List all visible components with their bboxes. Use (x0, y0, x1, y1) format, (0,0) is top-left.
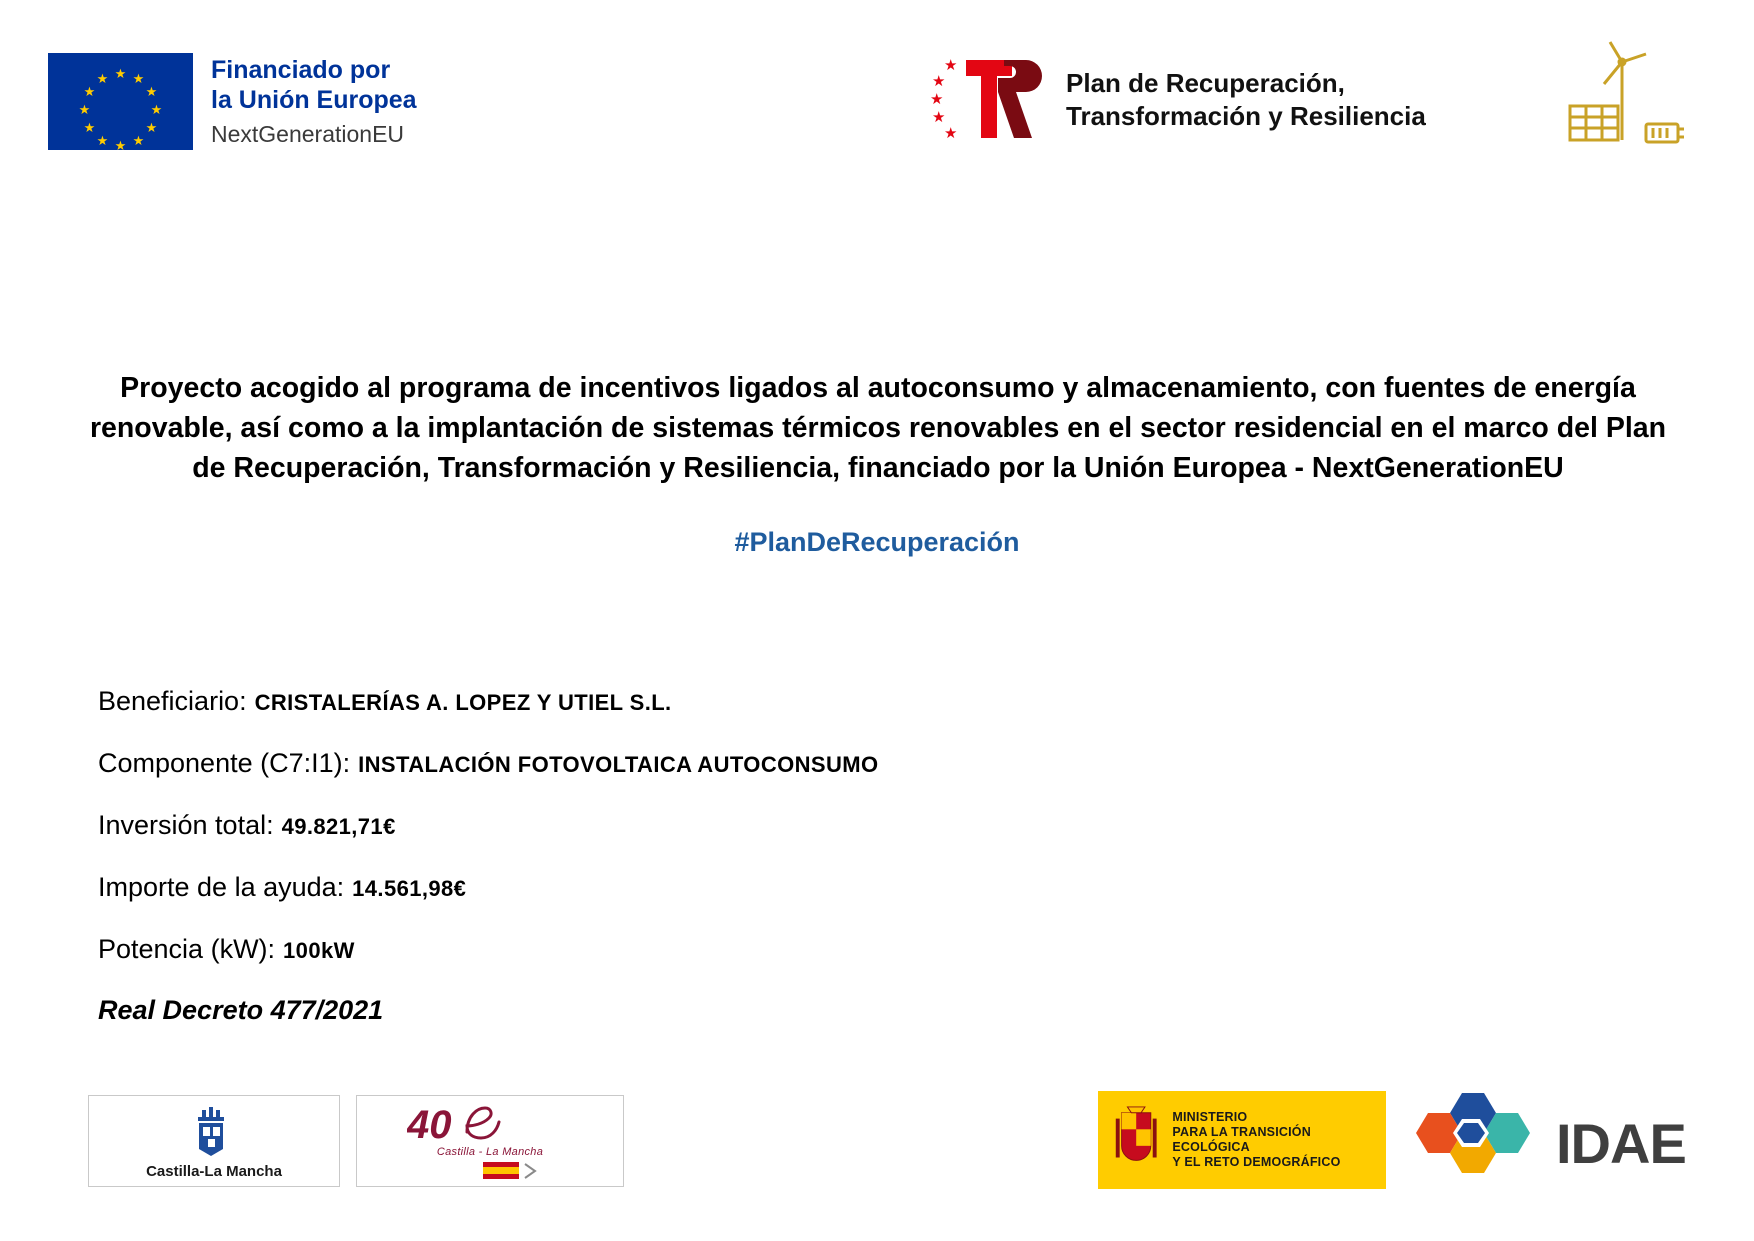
header (0, 0, 1754, 200)
40-aniversario-mark (407, 1102, 567, 1148)
svg-text:40: 40 (407, 1103, 452, 1147)
eu-funding-text (211, 53, 417, 149)
detail-row (98, 933, 1298, 965)
spain-flag-icon (483, 1162, 543, 1180)
castilla-la-mancha-shield-icon (182, 1104, 246, 1161)
eu-line-3: NextGenerationEU (211, 121, 405, 147)
project-description: Proyecto acogido al programa de incentivos ligados al autoconsumo y almacenamiento, con fuentes de energía renovable, así como a la implantación de sistemas térmicos renovables en el sector residencial en el marco del Plan de Recuperación, Transformación y Resiliencia, financiado por la Unión Europea - NextGenerationEU (89, 372, 1667, 484)
castilla-la-mancha-label: Castilla-La Mancha (146, 1163, 282, 1180)
eu-line-2: la Unión Europea (211, 86, 417, 114)
plan-recuperacion-logo-block (930, 50, 1426, 150)
ministerio-text (1172, 1110, 1386, 1170)
detail-row (98, 747, 1298, 779)
aniversario-logo (356, 1095, 624, 1187)
idae-hexagon-logo (1414, 1091, 1542, 1195)
hashtag: #PlanDeRecuperación (734, 527, 1020, 557)
inversion-total-label: Inversión total: (98, 810, 274, 840)
inversion-total-value: 49.821,71€ (281, 814, 396, 839)
real-decreto: Real Decreto 477/2021 (98, 995, 384, 1025)
potencia-label: Potencia (kW): (98, 934, 276, 964)
eu-line-1: Financiado por (211, 56, 391, 84)
componente-label: Componente (C7:I1): (98, 748, 351, 778)
ministerio-line-3: Y EL RETO DEMOGRÁFICO (1172, 1155, 1341, 1169)
plan-recuperacion-text (1066, 67, 1426, 133)
potencia-value: 100kW (283, 938, 355, 963)
eu-flag-icon: ★ ★ ★ ★ ★ ★ ★ ★ ★ ★ ★ ★ (48, 53, 193, 150)
prtr-stars-icon: ★ ★ ★ ★ ★ (930, 57, 958, 142)
prtr-line-1: Plan de Recuperación, (1066, 68, 1345, 98)
wind-turbine-solar-panel-icon (1560, 40, 1690, 160)
componente-value: INSTALACIÓN FOTOVOLTAICA AUTOCONSUMO (358, 752, 879, 777)
beneficiario-label: Beneficiario: (98, 686, 247, 716)
ministerio-line-2: PARA LA TRANSICIÓN ECOLÓGICA (1172, 1125, 1311, 1154)
footer (0, 1085, 1754, 1241)
idae-logo (1414, 1091, 1686, 1195)
spain-coat-of-arms-icon (1108, 1102, 1164, 1178)
tr-monogram-icon (962, 56, 1048, 142)
idae-label: IDAE (1556, 1111, 1686, 1175)
ministerio-logo (1098, 1091, 1386, 1189)
detail-row (98, 871, 1298, 903)
ministerio-line-1: MINISTERIO (1172, 1110, 1248, 1124)
beneficiario-value: CRISTALERÍAS A. LOPEZ Y UTIEL S.L. (254, 690, 672, 715)
prtr-line-2: Transformación y Resiliencia (1066, 101, 1426, 131)
detail-row (98, 685, 1298, 717)
importe-ayuda-value: 14.561,98€ (352, 876, 467, 901)
gobierno-espana-mark (930, 50, 1050, 150)
castilla-la-mancha-logo (88, 1095, 340, 1187)
importe-ayuda-label: Importe de la ayuda: (98, 872, 345, 902)
project-details (98, 685, 1298, 1026)
detail-row (98, 809, 1298, 841)
aniversario-subtitle: Castilla - La Mancha (436, 1146, 544, 1158)
eu-funding-emblem (48, 53, 417, 153)
